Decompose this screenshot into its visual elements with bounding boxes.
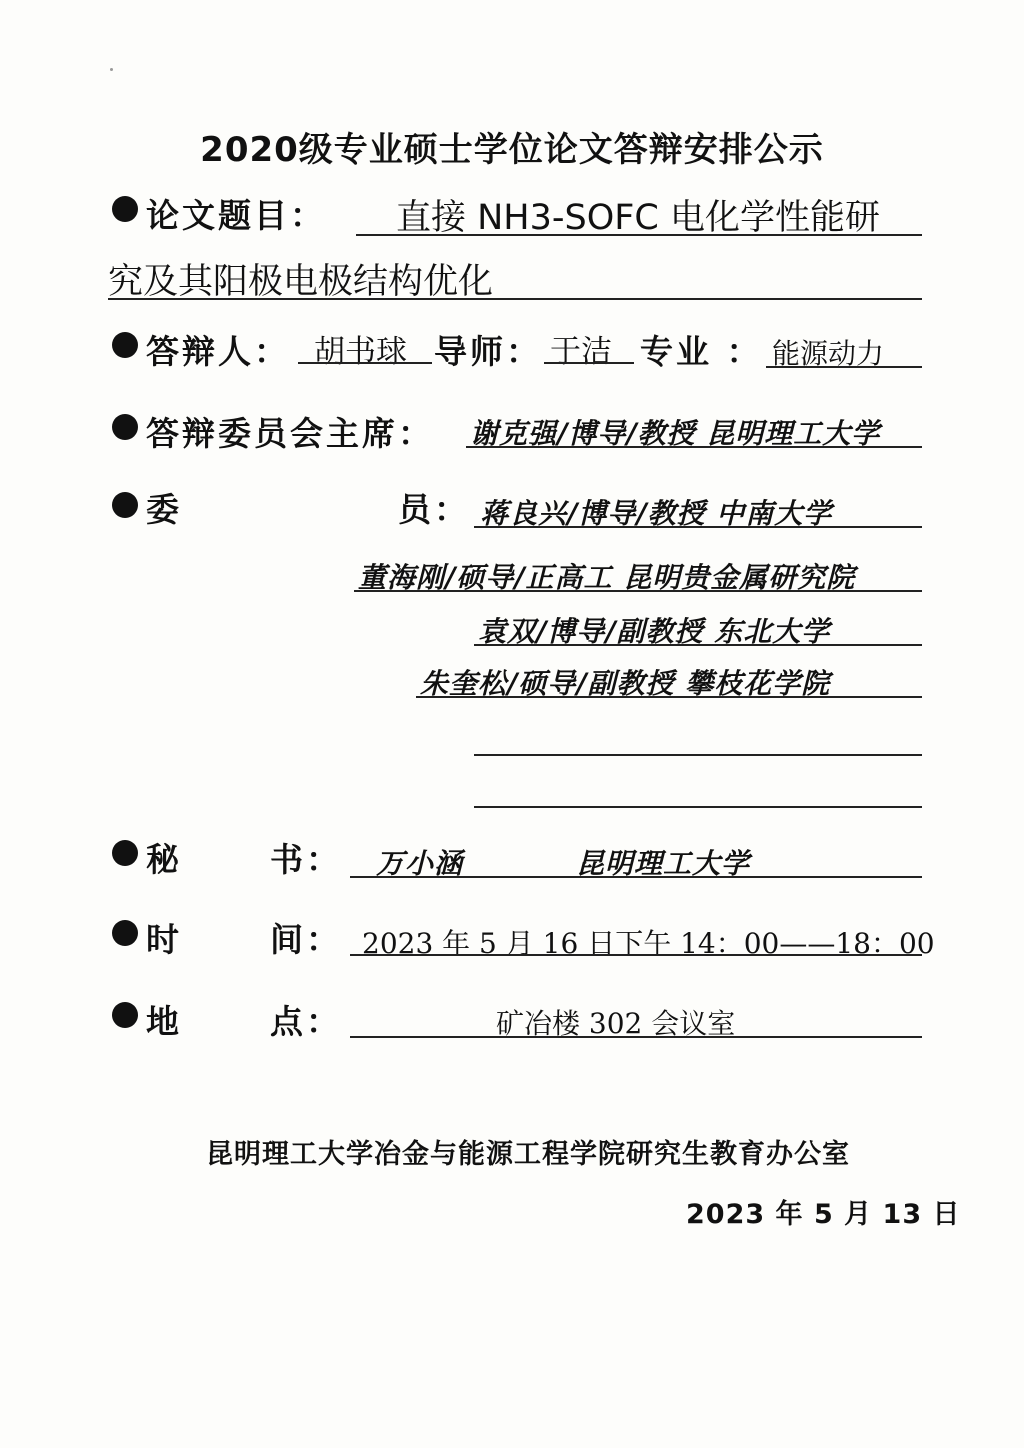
member-underline	[474, 644, 922, 646]
bullet-icon	[112, 840, 138, 866]
issuing-office: 昆明理工大学冶金与能源工程学院研究生教育办公室	[206, 1139, 850, 1170]
member-underline	[416, 696, 922, 698]
time-value: 2023 年 5 月 16 日下午 14：00——18：00	[362, 927, 935, 960]
members-label-2: 员：	[398, 490, 470, 529]
thesis-label: 论文题目：	[146, 196, 326, 235]
bullet-icon	[112, 920, 138, 946]
major-underline	[766, 366, 922, 368]
secretary-underline	[350, 876, 922, 878]
major-label: 专业 ：	[640, 332, 763, 371]
secretary-org: 昆明理工大学	[576, 847, 751, 880]
chair-value: 谢克强/博导/教授 昆明理工大学	[470, 417, 881, 450]
scan-speck	[110, 68, 113, 71]
member-underline	[474, 526, 922, 528]
page-title: 2020级专业硕士学位论文答辩安排公示	[200, 130, 824, 170]
time-label-1: 时	[146, 920, 182, 959]
secretary-name: 万小涵	[376, 847, 464, 880]
bullet-icon	[112, 332, 138, 358]
bullet-icon	[112, 492, 138, 518]
bullet-icon	[112, 196, 138, 222]
major-value: 能源动力	[772, 337, 885, 370]
thesis-title-line2: 究及其阳极电极结构优化	[108, 262, 494, 302]
defender-name: 胡书球	[314, 334, 407, 370]
place-label-2: 点：	[270, 1002, 342, 1041]
thesis-underline-1	[356, 234, 922, 236]
secretary-label-2: 书：	[270, 840, 342, 879]
member-item: 袁双/博导/副教授 东北大学	[478, 615, 831, 648]
place-value: 矿冶楼 302 会议室	[496, 1007, 736, 1040]
blank-member-line	[474, 754, 922, 756]
secretary-label-1: 秘	[146, 840, 182, 879]
issue-date: 2023 年 5 月 13 日	[686, 1199, 961, 1230]
defender-label: 答辩人：	[146, 332, 290, 371]
member-item: 董海刚/硕导/正高工 昆明贵金属研究院	[358, 561, 856, 594]
advisor-underline	[544, 362, 634, 364]
member-item: 朱奎松/硕导/副教授 攀枝花学院	[420, 667, 831, 700]
time-label-2: 间：	[270, 920, 342, 959]
bullet-icon	[112, 414, 138, 440]
blank-member-line	[474, 806, 922, 808]
place-label-1: 地	[146, 1002, 182, 1041]
chair-label: 答辩委员会主席：	[146, 414, 434, 453]
defender-underline	[298, 362, 432, 364]
bullet-icon	[112, 1002, 138, 1028]
advisor-label: 导师：	[434, 332, 542, 371]
thesis-title-line1: 直接 NH3-SOFC 电化学性能研	[396, 198, 880, 238]
chair-underline	[466, 446, 922, 448]
member-item: 蒋良兴/博导/教授 中南大学	[480, 497, 833, 530]
thesis-underline-2	[108, 298, 922, 300]
time-underline	[350, 954, 922, 956]
members-label-1: 委	[146, 490, 182, 529]
member-underline	[354, 590, 922, 592]
advisor-name: 于洁	[550, 334, 612, 370]
place-underline	[350, 1036, 922, 1038]
